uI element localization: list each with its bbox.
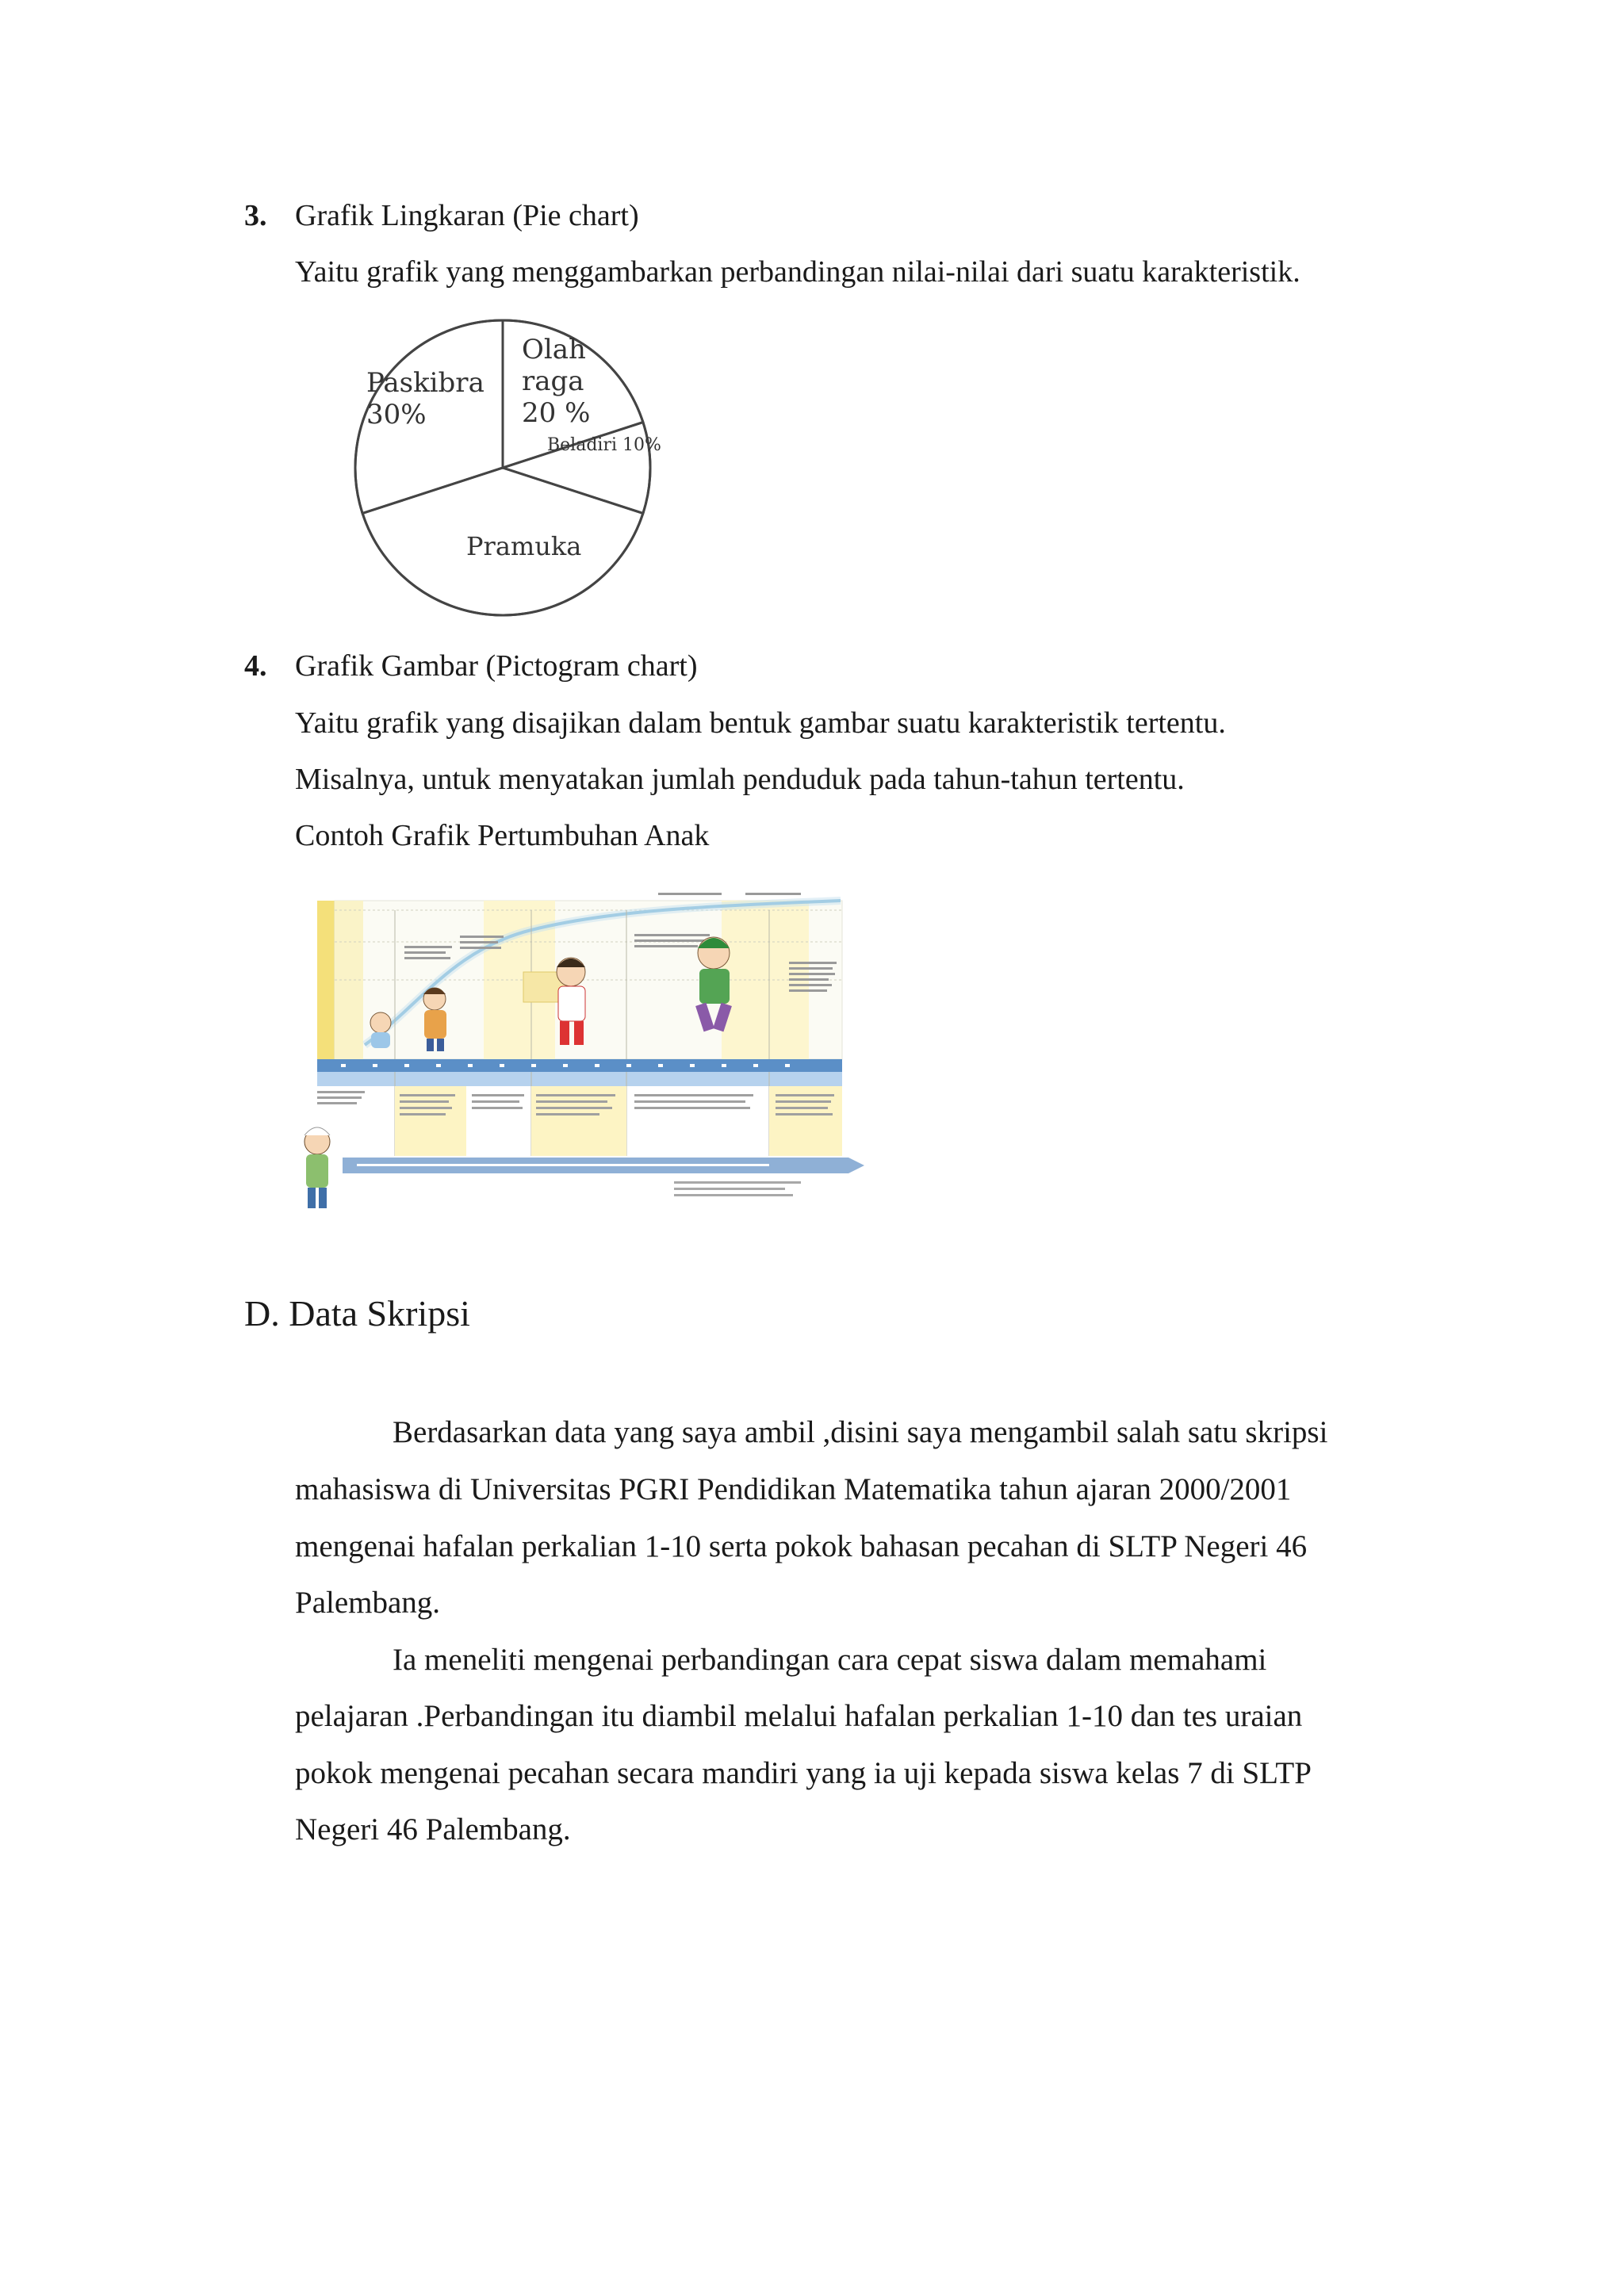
item-description-pie-chart: Yaitu grafik yang menggambarkan perbandingan nilai-nilai dari suatu karakteristik. — [295, 255, 1300, 289]
paragraph-2-line-1: Ia meneliti mengenai perbandingan cara cepat siswa dalam memahami — [393, 1643, 1267, 1677]
pie-label-paskibra: Paskibra 30% — [366, 367, 485, 430]
item-number-3: 3. — [244, 199, 267, 232]
item-description-line-2: Misalnya, untuk menyatakan jumlah penduduk pada tahun-tahun tertentu. — [295, 763, 1185, 796]
paragraph-1-line-2: mahasiswa di Universitas PGRI Pendidikan Matematika tahun ajaran 2000/2001 — [295, 1472, 1292, 1506]
paragraph-2-line-3: pokok mengenai pecahan secara mandiri yang ia uji kepada siswa kelas 7 di SLTP — [295, 1756, 1312, 1790]
paragraph-1-line-3: mengenai hafalan perkalian 1-10 serta pokok bahasan pecahan di SLTP Negeri 46 — [295, 1529, 1308, 1563]
pie-label-beladiri: Beladiri 10% — [547, 435, 661, 455]
pie-label-pramuka: Pramuka — [466, 531, 582, 561]
item-title-pictogram: Grafik Gambar (Pictogram chart) — [295, 649, 698, 683]
pie-chart-svg — [325, 316, 698, 625]
paragraph-1-line-4: Palembang. — [295, 1586, 441, 1620]
item-description-line-1: Yaitu grafik yang disajikan dalam bentuk gambar suatu karakteristik tertentu. — [295, 706, 1226, 740]
item-title-pie-chart: Grafik Lingkaran (Pie chart) — [295, 199, 639, 232]
paragraph-2-line-2: pelajaran .Perbandingan itu diambil melalui hafalan perkalian 1-10 dan tes uraian — [295, 1699, 1303, 1733]
pie-label-olahraga: Olah raga 20 % — [522, 334, 591, 429]
child-growth-infographic-image — [293, 886, 896, 1216]
pie-chart — [325, 316, 698, 625]
section-heading-data-skripsi: D. Data Skripsi — [244, 1293, 470, 1334]
paragraph-2-line-4: Negeri 46 Palembang. — [295, 1812, 571, 1846]
paragraph-1-line-1: Berdasarkan data yang saya ambil ,disini saya mengambil salah satu skripsi — [393, 1415, 1328, 1449]
item-number-4: 4. — [244, 649, 267, 683]
item-caption-example: Contoh Grafik Pertumbuhan Anak — [295, 819, 710, 852]
child-growth-infographic — [293, 886, 896, 1216]
